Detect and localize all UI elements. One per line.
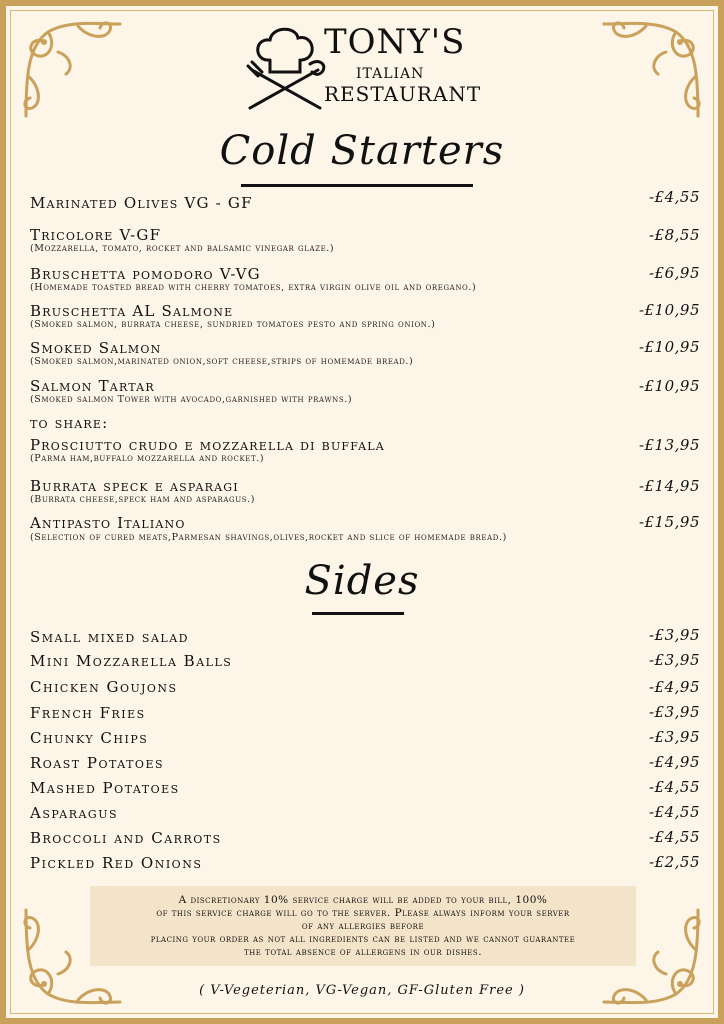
menu-item-price: -£10,95: [638, 338, 700, 356]
side-item-name: Broccoli and Carrots: [30, 829, 222, 847]
restaurant-cuisine: ITALIAN: [356, 66, 425, 82]
title-underline: [312, 612, 404, 615]
side-item-name: Small mixed salad: [30, 628, 189, 646]
side-item-price: -£3,95: [648, 626, 700, 644]
menu-item-price: -£15,95: [638, 513, 700, 531]
menu-item-name: Smoked Salmon: [30, 339, 162, 357]
menu-item-desc: (Smoked salmon, burrata cheese, sundried tomatoes pesto and spring onion.): [30, 319, 436, 330]
menu-item-name: Marinated Olives VG - GF: [30, 194, 253, 212]
menu-item-price: -£10,95: [638, 301, 700, 319]
side-item-price: -£2,55: [648, 853, 700, 871]
menu-item-name: Burrata speck e asparagi: [30, 477, 239, 495]
menu-item-name: Antipasto Italiano: [30, 514, 186, 532]
side-item-name: Chicken Goujons: [30, 678, 178, 696]
service-charge-notice: [90, 886, 636, 966]
title-underline: [241, 184, 473, 187]
side-item-name: Pickled Red Onions: [30, 854, 203, 872]
side-item-price: -£3,95: [648, 651, 700, 669]
menu-item-desc: (Mozzarella, tomato, rocket and balsamic vinegar glaze.): [30, 243, 335, 254]
side-item-price: -£4,55: [648, 803, 700, 821]
corner-ornament-icon: [596, 16, 706, 126]
dietary-legend: ( V-Vegeterian, VG-Vegan, GF-Gluten Free ): [199, 983, 525, 998]
menu-item-name: Bruschetta pomodoro V-VG: [30, 265, 261, 283]
side-item-price: -£4,55: [648, 778, 700, 796]
side-item-price: -£4,95: [648, 678, 700, 696]
menu-item-desc: (Burrata cheese,speck ham and asparagus.): [30, 494, 256, 505]
menu-item-price: -£6,95: [648, 264, 700, 282]
side-item-name: Mini Mozzarella Balls: [30, 652, 233, 670]
menu-item-name: Salmon Tartar: [30, 377, 155, 395]
sides-title: Sides: [304, 558, 420, 604]
chef-hat-cutlery-icon: [240, 20, 330, 115]
notice-line: A discretionary 10% service charge will be added to your bill, 100%: [178, 894, 548, 906]
menu-item-price: -£8,55: [648, 226, 700, 244]
cold-starters-title: Cold Starters: [219, 128, 505, 174]
notice-line: placing your order as not all ingredients can be listed and we cannot guarantee: [150, 933, 576, 945]
menu-item-name: Bruschetta AL Salmone: [30, 302, 234, 320]
menu-item-desc: (Parma ham,buffalo mozzarella and rocket.): [30, 453, 265, 464]
side-item-name: Mashed Potatoes: [30, 779, 180, 797]
side-item-name: Roast Potatoes: [30, 754, 165, 772]
side-item-name: French Fries: [30, 704, 146, 722]
menu-item-price: -£10,95: [638, 377, 700, 395]
menu-item-name: Prosciutto crudo e mozzarella di buffala: [30, 436, 385, 454]
side-item-name: Chunky Chips: [30, 729, 149, 747]
notice-line: of any allergies before: [301, 920, 425, 932]
to-share-label: to share:: [30, 414, 109, 432]
menu-item-name: Tricolore V-GF: [30, 226, 162, 244]
menu-item-price: -£14,95: [638, 477, 700, 495]
corner-ornament-icon: [18, 16, 128, 126]
menu-item-price: -£13,95: [638, 436, 700, 454]
restaurant-type: RESTAURANT: [324, 82, 482, 106]
notice-line: the total absence of allergens in our dishes.: [243, 946, 483, 958]
side-item-price: -£4,55: [648, 828, 700, 846]
menu-item-desc: (Smoked salmon,marinated onion,soft cheese,strips of homemade bread.): [30, 356, 414, 367]
side-item-price: -£3,95: [648, 728, 700, 746]
notice-line: of this service charge will go to the server. Please always inform your server: [156, 907, 570, 919]
menu-item-desc: (Smoked salmon Tower with avocado,garnished with prawns.): [30, 394, 353, 405]
menu-item-desc: (Selection of cured meats,Parmesan shavings,olives,rocket and slice of homemade bread.): [30, 532, 507, 543]
side-item-name: Asparagus: [30, 804, 119, 822]
menu-item-desc: (Homemade toasted bread with cherry tomatoes, extra virgin olive oil and oregano.): [30, 282, 477, 293]
menu-item-price: -£4,55: [648, 188, 700, 206]
side-item-price: -£4,95: [648, 753, 700, 771]
restaurant-logo: [240, 20, 480, 115]
side-item-price: -£3,95: [648, 703, 700, 721]
restaurant-name: TONY'S: [324, 22, 466, 62]
